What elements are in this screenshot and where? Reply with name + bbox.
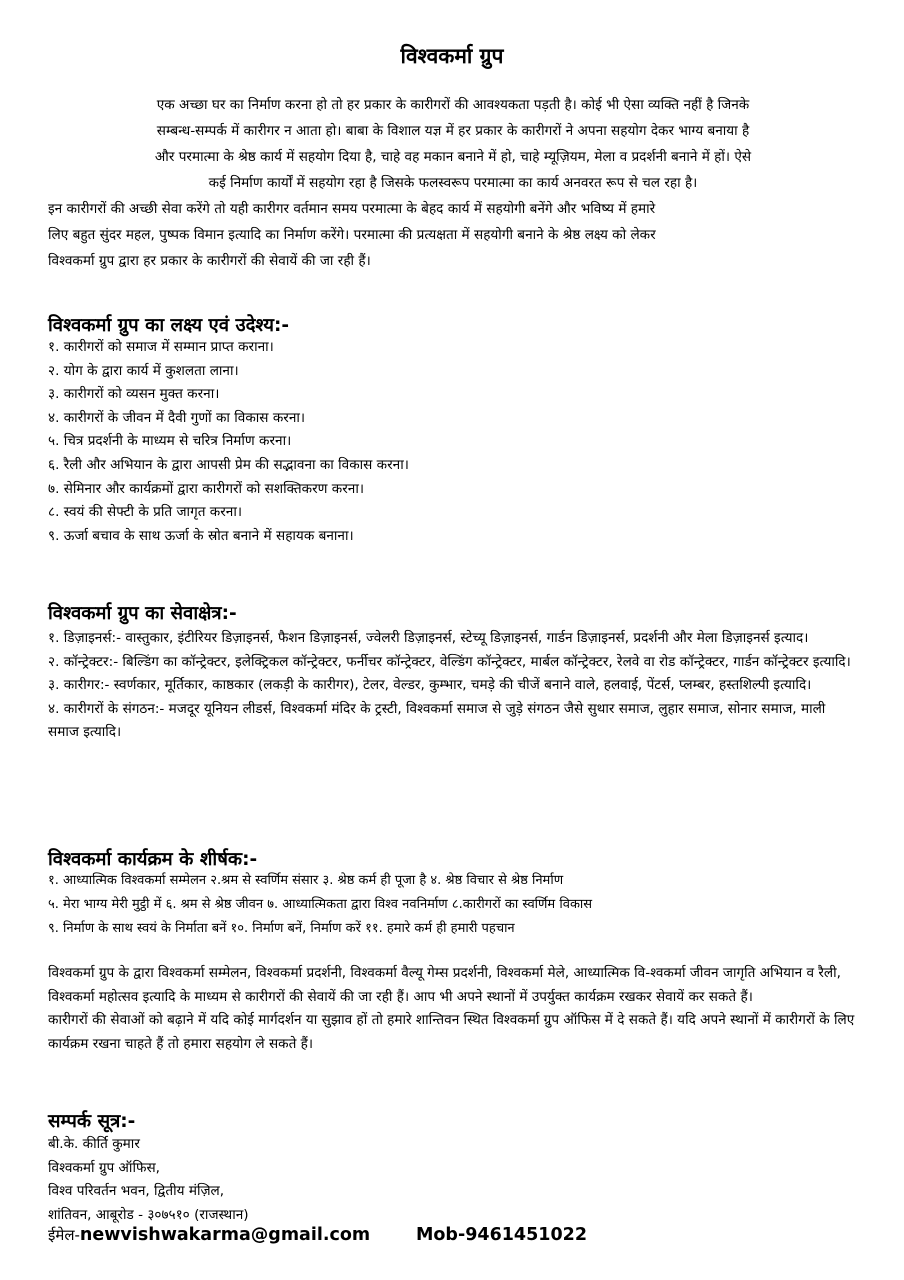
list-item: ८. स्वयं की सेफ्टी के प्रति जागृत करना। (48, 504, 243, 521)
list-item: १. कारीगरों को समाज में सम्मान प्राप्त कराना। (48, 339, 274, 355)
contact-building: विश्व परिवर्तन भवन, द्वितीय मंज़िल, (48, 1183, 225, 1199)
list-item: ७. सेमिनार और कार्यक्रमों द्वारा कारीगरों को सशक्तिकरण करना। (48, 480, 365, 497)
intro-line: और परमात्मा के श्रेष्ठ कार्य में सहयोग दिया है, चाहे वह मकान बनाने में हो, चाहे म्यूज़ियम, मेला व प्रदर्शनी बनाने में हों। ऐसे (154, 149, 752, 165)
contact-heading: सम्पर्क सूत्र:- (48, 1111, 136, 1132)
programs-heading: विश्वकर्मा कार्यक्रम के शीर्षक:- (48, 849, 258, 870)
intro-paragraph (48, 92, 858, 274)
mobile-number: Mob-9461451022 (416, 1225, 587, 1245)
closing-text: विश्वकर्मा ग्रुप के द्वारा विश्वकर्मा सम्मेलन, विश्वकर्मा प्रदर्शनी, विश्वकर्मा वैल्यू गेम्स प्रदर्शनी, विश्वकर्मा मेले, आध्यात्मिक वि-श्वकर्मा जीवन जागृति अभियान व रैली, विश्वकर्मा महोत्सव इत्यादि के माध्यम से कारीगरों की सेवायें की जा रही हैं। आप भी अपने स्थानों में उपर्युक्त कार्यक्रम रखकर सेवायें कर सकते हैं। (48, 965, 841, 1005)
contact-footer (48, 1225, 587, 1245)
contact-address: शांतिवन, आबूरोड - ३०७५१० (राजस्थान) (48, 1206, 249, 1223)
contact-block (48, 1133, 860, 1227)
contact-office: विश्वकर्मा ग्रुप ऑफिस, (48, 1159, 160, 1176)
email-link[interactable]: newvishwakarma@gmail.com (79, 1225, 371, 1245)
contact-name: बी.के. कीर्ति कुमार (48, 1136, 140, 1152)
email-label: ईमेल- (48, 1226, 80, 1244)
intro-line: एक अच्छा घर का निर्माण करना हो तो हर प्रकार के कारीगरों की आवश्यकता पड़ती है। कोई भी ऐसा व्यक्ति नहीं है जिनके (156, 97, 750, 113)
list-item: ३. कारीगर:- स्वर्णकार, मूर्तिकार, काष्ठकार (लकड़ी के कारीगर), टेलर, वेल्डर, कुम्भार, चमड़े की चीजें बनाने वाले, हलवाई, पेंटर्स, प्लम्बर, हस्तशिल्पी इत्यादि। (48, 677, 812, 693)
closing-paragraph (48, 962, 860, 1056)
page-title: विश्वकर्मा ग्रुप (400, 44, 504, 68)
service-list (48, 627, 860, 745)
list-item: ४. कारीगरों के जीवन में दैवी गुणों का विकास करना। (48, 409, 306, 426)
list-item: ६. रैली और अभियान के द्वारा आपसी प्रेम की सद्भावना का विकास करना। (48, 456, 409, 473)
goals-list (48, 336, 860, 548)
intro-line: लिए बहुत सुंदर महल, पुष्पक विमान इत्यादि का निर्माण करेंगे। परमात्मा की प्रत्यक्षता में सहयोगी बनाने के श्रेष्ठ लक्ष्य को लेकर (48, 227, 656, 243)
list-item: २. योग के द्वारा कार्य में कुशलता लाना। (48, 362, 239, 379)
list-item: २. कॉन्ट्रेक्टर:- बिल्डिंग का कॉन्ट्रेक्टर, इलेक्ट्रिकल कॉन्ट्रेक्टर, फर्नीचर कॉन्ट्रेक्टर, वेल्डिंग कॉन्ट्रेक्टर, मार्बल कॉन्ट्रेक्टर, रेलवे वा रोड कॉन्ट्रेक्टर, गार्डन कॉन्ट्रेक्टर इत्यादि। (48, 653, 851, 670)
list-item: १. डिज़ाइनर्स:- वास्तुकार, इंटीरियर डिज़ाइनर्स, फैशन डिज़ाइनर्स, ज्वेलरी डिज़ाइनर्स, स्टेच्यू डिज़ाइनर्स, गार्डन डिज़ाइनर्स, प्रदर्शनी और मेला डिज़ाइनर्स इत्याद। (48, 630, 809, 646)
intro-line: सम्बन्ध-सम्पर्क में कारीगर न आता हो। बाबा के विशाल यज्ञ में हर प्रकार के कारीगरों ने अपना सहयोग देकर भाग्य बनाया है (156, 123, 750, 139)
list-item: १. आध्यात्मिक विश्वकर्मा सम्मेलन २.श्रम से स्वर्णिम संसार ३. श्रेष्ठ कर्म ही पूजा है ४. श्रेष्ठ विचार से श्रेष्ठ निर्माण (48, 873, 564, 888)
intro-line: इन कारीगरों की अच्छी सेवा करेंगे तो यही कारीगर वर्तमान समय परमात्मा के बेहद कार्य में सहयोगी बनेंगे और भविष्य में हमारे (48, 201, 656, 217)
intro-line: विश्वकर्मा ग्रुप द्वारा हर प्रकार के कारीगरों की सेवायें की जा रही हैं। (48, 253, 371, 269)
list-item: ९. निर्माण के साथ स्वयं के निर्माता बनें १०. निर्माण बनें, निर्माण करें ११. हमारे कर्म ही हमारी पहचान (48, 921, 515, 936)
list-item: ५. चित्र प्रदर्शनी के माध्यम से चरित्र निर्माण करना। (48, 433, 292, 450)
list-item: ४. कारीगरों के संगठन:- मजदूर यूनियन लीडर्स, विश्वकर्मा मंदिर के ट्रस्टी, विश्वकर्मा समाज से जुड़े संगठन जैसे सुथार समाज, लुहार समाज, सोनार समाज, माली समाज इत्यादि। (48, 700, 826, 740)
list-item: ३. कारीगरों को व्यसन मुक्त करना। (48, 386, 220, 403)
intro-line: कई निर्माण कार्यों में सहयोग रहा है जिसके फलस्वरूप परमात्मा का कार्य अनवरत रूप से चल रहा है। (208, 175, 698, 191)
service-heading: विश्वकर्मा ग्रुप का सेवाक्षेत्र:- (48, 603, 237, 624)
closing-text: कारीगरों की सेवाओं को बढ़ाने में यदि कोई मार्गदर्शन या सुझाव हों तो हमारे शान्तिवन स्थित विश्वकर्मा ग्रुप ऑफिस में दे सकते हैं। यदि अपने स्थानों में कारीगरों के लिए कार्यक्रम रखना चाहते हैं तो हमारा सहयोग ले सकते हैं। (48, 1012, 855, 1052)
list-item: ५. मेरा भाग्य मेरी मुट्ठी में ६. श्रम से श्रेष्ठ जीवन ७. आध्यात्मिकता द्वारा विश्व नवनिर्माण ८.कारीगरों का स्वर्णिम विकास (48, 897, 593, 912)
programs-list (48, 869, 860, 941)
goals-heading: विश्वकर्मा ग्रुप का लक्ष्य एवं उदेश्य:- (48, 315, 290, 336)
list-item: ९. ऊर्जा बचाव के साथ ऊर्जा के स्रोत बनाने में सहायक बनाना। (48, 527, 354, 544)
